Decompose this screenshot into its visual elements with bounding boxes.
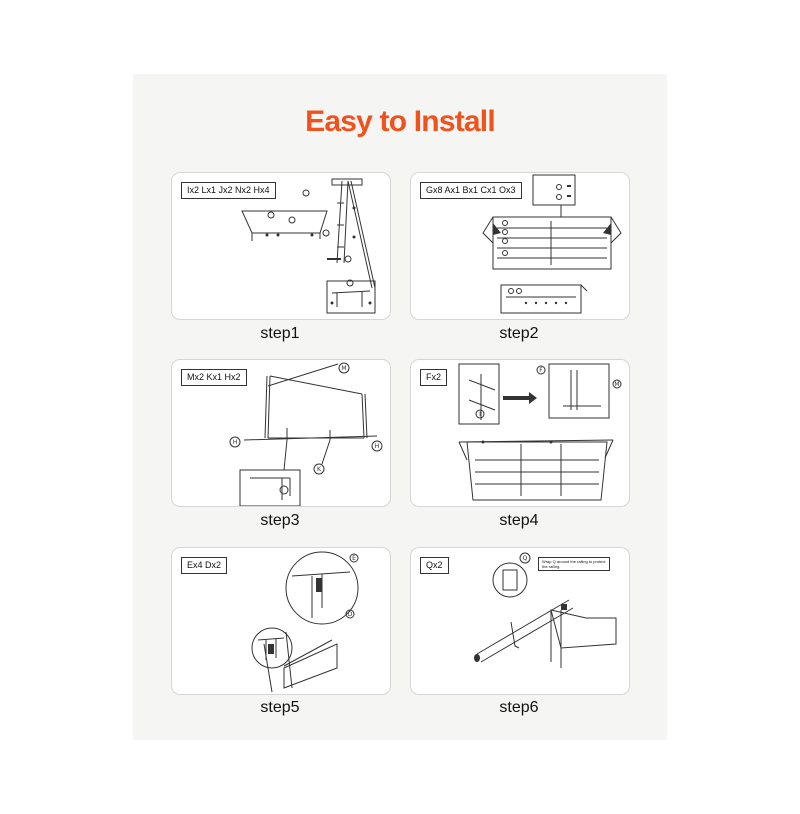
step6-note: Wrap Q around the railing to protect the railing. [538,557,610,571]
step2-panel [410,172,630,320]
step4-parts-list: Fx2 [420,369,447,386]
svg-text:Q: Q [522,555,528,562]
step4-panel [410,359,630,507]
svg-text:K: K [317,466,321,473]
svg-text:D: D [347,611,353,618]
step2-label: step2 [499,325,539,342]
step6-panel [410,547,630,695]
svg-text:H: H [374,443,380,450]
step6-parts-list: Qx2 [420,557,449,574]
step5-parts-list: Ex4 Dx2 [181,557,227,574]
step6-label: step6 [499,699,539,716]
step5-panel [171,547,391,695]
page-title: Easy to Install [305,105,495,138]
svg-text:F: F [539,367,543,374]
step1-panel [171,172,391,320]
step1-label: step1 [260,325,300,342]
step4-label: step4 [499,512,539,529]
svg-text:I: I [479,411,481,418]
step5-label: step5 [260,699,300,716]
step1-parts-list: Ix2 Lx1 Jx2 Nx2 Hx4 [181,182,276,199]
svg-text:M: M [341,365,347,372]
step3-label: step3 [260,512,300,529]
svg-text:M: M [614,381,620,388]
step3-panel [171,359,391,507]
step3-parts-list: Mx2 Kx1 Hx2 [181,369,247,386]
step2-parts-list: Gx8 Ax1 Bx1 Cx1 Ox3 [420,182,522,199]
svg-text:H: H [232,439,238,446]
svg-text:E: E [352,555,356,562]
